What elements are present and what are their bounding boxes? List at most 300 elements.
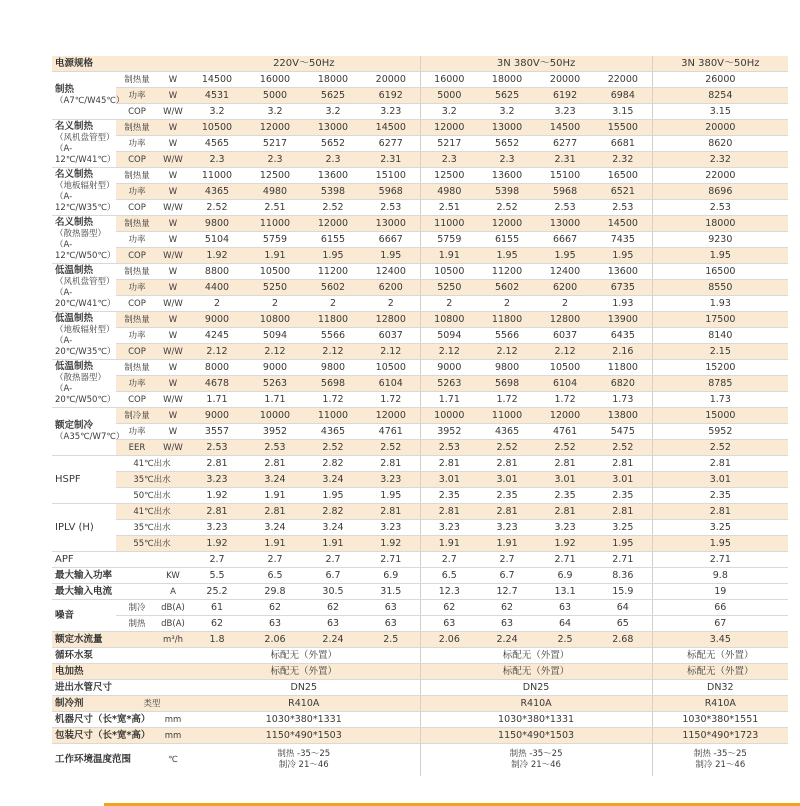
value-cell: 11800 [594,360,652,376]
section-condition: （A-12℃/W50℃） [55,240,116,261]
value-cell: 3.15 [652,104,788,120]
value-cell: 15200 [652,360,788,376]
value-cell: 16500 [594,168,652,184]
value-cell: 11200 [304,264,362,280]
metric-unit: W [158,120,188,136]
value-cell: 9.8 [652,568,788,584]
value-cell: 22000 [594,72,652,88]
env-heat-range: 制热 -35～25 [693,748,747,759]
group-value-cell: R410A [420,696,652,712]
header-label: 电源规格 [52,56,188,72]
value-cell: 8550 [652,280,788,296]
value-cell: 5566 [304,328,362,344]
value-cell: 2.53 [652,200,788,216]
value-cell: 2.24 [478,632,536,648]
max-current-unit: A [158,584,188,600]
section-label [52,168,116,216]
perf-row [52,264,788,280]
value-cell: 2.81 [246,456,304,472]
value-cell: 2.3 [478,152,536,168]
iplv-row [52,504,788,520]
value-cell: 62 [304,600,362,616]
noise-label: 噪音 [52,600,116,632]
value-cell: 3.24 [304,520,362,536]
value-cell: 6104 [536,376,594,392]
noise-unit: dB(A) [158,616,188,632]
group-value-cell: 标配无（外置） [652,664,788,680]
value-cell: 1.95 [652,248,788,264]
value-cell: 8696 [652,184,788,200]
value-cell: 3.23 [362,520,420,536]
value-cell: 3.01 [478,472,536,488]
outlet-temp-label: 35℃出水 [116,520,188,536]
metric-label: 制冷量 [116,408,158,424]
value-cell: 1.72 [362,392,420,408]
value-cell: 5602 [478,280,536,296]
value-cell: 1.92 [362,536,420,552]
value-cell: 2.52 [304,440,362,456]
value-cell: 2.32 [594,152,652,168]
value-cell: 2.52 [478,440,536,456]
env-range-label: 工作环境温度范围 [55,753,132,765]
value-cell: 10000 [246,408,304,424]
value-cell: 6155 [304,232,362,248]
value-cell: 64 [536,616,594,632]
value-cell: 2.5 [536,632,594,648]
value-cell: 2.53 [362,200,420,216]
value-cell: 4365 [188,184,246,200]
metric-unit: W [158,376,188,392]
value-cell: 1.91 [246,248,304,264]
value-cell: 2 [478,296,536,312]
metric-label: COP [116,344,158,360]
perf-row [52,200,788,216]
metric-label: EER [116,440,158,456]
value-cell: 2.81 [594,504,652,520]
value-cell: 2 [304,296,362,312]
group-value-cell: DN32 [652,680,788,696]
perf-row [52,344,788,360]
value-cell: 1.73 [594,392,652,408]
value-cell: 2.7 [188,552,246,568]
value-cell: 2.12 [362,344,420,360]
value-cell: 2.52 [536,440,594,456]
value-cell: 1.93 [594,296,652,312]
metric-label: COP [116,248,158,264]
value-cell: 18000 [478,72,536,88]
max-current-row [52,584,788,600]
value-cell: 4531 [188,88,246,104]
value-cell: 5698 [478,376,536,392]
value-cell: 30.5 [304,584,362,600]
value-cell: 3.23 [536,520,594,536]
value-cell: 5602 [304,280,362,296]
value-cell: 2.35 [594,488,652,504]
hspf-row [52,472,788,488]
value-cell: 5000 [246,88,304,104]
value-cell: 1.91 [420,248,478,264]
flow-row [52,632,788,648]
value-cell: 1.71 [188,392,246,408]
value-cell: 3.25 [594,520,652,536]
perf-row [52,232,788,248]
value-cell: 1.92 [188,248,246,264]
value-cell: 2.81 [246,504,304,520]
section-title: 名义制热 [55,217,94,228]
value-cell: 13900 [594,312,652,328]
value-cell: 16000 [246,72,304,88]
value-cell: 3.25 [652,520,788,536]
value-cell: 2.12 [536,344,594,360]
metric-label: COP [116,104,158,120]
pack-size-label: 包装尺寸（长*宽*高） [52,728,158,744]
metric-label: 制热量 [116,120,158,136]
value-cell: 14500 [362,120,420,136]
value-cell: 1.92 [188,536,246,552]
value-cell: 5217 [246,136,304,152]
hspf-row [52,488,788,504]
value-cell: 12000 [420,120,478,136]
value-cell: 4565 [188,136,246,152]
heater-label: 电加热 [52,664,188,680]
metric-unit: W [158,88,188,104]
value-cell: 3.45 [652,632,788,648]
value-cell: 6.7 [304,568,362,584]
value-cell: 3.23 [362,104,420,120]
env-heat-range: 制热 -35～25 [277,748,331,759]
max-power-row [52,568,788,584]
section-subtitle: （地板辐射型） [55,325,115,335]
value-cell: 6820 [594,376,652,392]
value-cell: 5475 [594,424,652,440]
value-cell: 2.81 [362,456,420,472]
env-range-cell [420,744,652,776]
value-cell: 8254 [652,88,788,104]
value-cell: 1.71 [246,392,304,408]
metric-unit: W [158,312,188,328]
value-cell: 6681 [594,136,652,152]
value-cell: 6735 [594,280,652,296]
value-cell: 5398 [478,184,536,200]
section-condition: （A-20℃/W50℃） [55,384,116,405]
value-cell: 22000 [652,168,788,184]
value-cell: 6200 [536,280,594,296]
perf-row [52,392,788,408]
value-cell: 1.91 [304,536,362,552]
metric-label: COP [116,296,158,312]
group-value-cell: 1150*490*1723 [652,728,788,744]
perf-row [52,72,788,88]
value-cell: 2.81 [536,504,594,520]
group-value-cell: R410A [652,696,788,712]
value-cell: 11000 [420,216,478,232]
value-cell: 12.3 [420,584,478,600]
value-cell: 1.95 [304,248,362,264]
value-cell: 3.2 [478,104,536,120]
value-cell: 2.68 [594,632,652,648]
value-cell: 25.2 [188,584,246,600]
section-condition: （A-20℃/W41℃） [55,288,116,309]
value-cell: 4400 [188,280,246,296]
value-cell: 2 [362,296,420,312]
value-cell: 1.95 [304,488,362,504]
value-cell: 12500 [420,168,478,184]
section-title: 额定制冷 [55,420,94,431]
value-cell: 6192 [362,88,420,104]
value-cell: 12400 [536,264,594,280]
value-cell: 10500 [362,360,420,376]
group-value-cell: 1030*380*1331 [420,712,652,728]
unit-size-unit: mm [158,712,188,728]
section-condition: （A35℃/W7℃） [55,432,125,442]
perf-row [52,296,788,312]
value-cell: 10500 [420,264,478,280]
env-range-unit: ℃ [168,754,178,765]
value-cell: 2.7 [246,552,304,568]
metric-unit: W [158,136,188,152]
unit-size-label: 机器尺寸（长*宽*高） [52,712,158,728]
value-cell: 5094 [420,328,478,344]
value-cell: 62 [478,600,536,616]
value-cell: 1.95 [652,536,788,552]
value-cell: 4980 [246,184,304,200]
metric-unit: W [158,216,188,232]
metric-unit: W/W [158,392,188,408]
value-cell: 3.2 [304,104,362,120]
value-cell: 2.15 [652,344,788,360]
metric-unit: W/W [158,200,188,216]
value-cell: 8785 [652,376,788,392]
section-title: 名义制热 [55,121,94,132]
value-cell: 2.52 [188,200,246,216]
value-cell: 5263 [246,376,304,392]
value-cell: 15100 [536,168,594,184]
value-cell: 15000 [652,408,788,424]
value-cell: 7435 [594,232,652,248]
value-cell: 63 [362,600,420,616]
value-cell: 9800 [478,360,536,376]
value-cell: 4678 [188,376,246,392]
value-cell: 1.72 [536,392,594,408]
value-cell: 11800 [304,312,362,328]
metric-unit: W/W [158,296,188,312]
value-cell: 1.92 [536,536,594,552]
value-cell: 2.52 [594,440,652,456]
value-cell: 5968 [536,184,594,200]
value-cell: 9230 [652,232,788,248]
value-cell: 2.81 [652,504,788,520]
value-cell: 13000 [478,120,536,136]
value-cell: 14500 [536,120,594,136]
value-cell: 2.24 [304,632,362,648]
value-cell: 13600 [478,168,536,184]
section-condition: （A7℃/W45℃） [55,96,125,106]
metric-unit: W [158,328,188,344]
value-cell: 2.35 [478,488,536,504]
metric-unit: W [158,424,188,440]
value-cell: 5625 [304,88,362,104]
value-cell: 6984 [594,88,652,104]
value-cell: 1.95 [594,536,652,552]
perf-row [52,168,788,184]
value-cell: 62 [188,616,246,632]
value-cell: 13600 [304,168,362,184]
value-cell: 11200 [478,264,536,280]
metric-unit: W/W [158,104,188,120]
value-cell: 4761 [362,424,420,440]
value-cell: 10800 [420,312,478,328]
value-cell: 2.53 [246,440,304,456]
value-cell: 2.35 [652,488,788,504]
value-cell: 2.81 [594,456,652,472]
group-value-cell: 标配无（外置） [420,648,652,664]
value-cell: 2.3 [304,152,362,168]
spec-table [52,56,788,776]
value-cell: 6521 [594,184,652,200]
metric-label: 制热量 [116,360,158,376]
section-subtitle: （散热器型） [55,229,107,239]
value-cell: 12800 [362,312,420,328]
group-value-cell: DN25 [188,680,420,696]
value-cell: 3.2 [420,104,478,120]
apf-label: APF [52,552,188,568]
value-cell: 63 [304,616,362,632]
value-cell: 2 [246,296,304,312]
value-cell: 11000 [246,216,304,232]
value-cell: 65 [594,616,652,632]
metric-label: 制热量 [116,168,158,184]
value-cell: 2.81 [652,456,788,472]
value-cell: 8000 [188,360,246,376]
section-condition: （A-12℃/W35℃） [55,192,116,213]
value-cell: 2.81 [362,504,420,520]
perf-row [52,424,788,440]
value-cell: 5.5 [188,568,246,584]
metric-unit: W/W [158,440,188,456]
value-cell: 2.51 [246,200,304,216]
value-cell: 3.01 [420,472,478,488]
perf-row [52,152,788,168]
section-title: 低温制热 [55,265,94,276]
value-cell: 18000 [304,72,362,88]
value-cell: 64 [594,600,652,616]
value-cell: 63 [246,616,304,632]
value-cell: 1.72 [304,392,362,408]
value-cell: 1.8 [188,632,246,648]
value-cell: 5952 [652,424,788,440]
value-cell: 2.71 [652,552,788,568]
metric-unit: W [158,360,188,376]
value-cell: 1.95 [362,248,420,264]
value-cell: 26000 [652,72,788,88]
value-cell: 66 [652,600,788,616]
group-value-cell: 标配无（外置） [420,664,652,680]
refrigerant-row [52,696,788,712]
value-cell: 1.95 [478,248,536,264]
value-cell: 8620 [652,136,788,152]
value-cell: 9000 [188,312,246,328]
section-condition: （A-12℃/W41℃） [55,144,116,165]
spec-body [52,56,788,776]
value-cell: 20000 [536,72,594,88]
metric-label: 功率 [116,232,158,248]
value-cell: 1.73 [652,392,788,408]
perf-row [52,104,788,120]
section-title: 制热 [55,84,75,95]
value-cell: 2.53 [420,440,478,456]
hspf-label: HSPF [52,456,116,504]
value-cell: 1.91 [420,536,478,552]
metric-label: COP [116,200,158,216]
value-cell: 9800 [304,360,362,376]
value-cell: 16500 [652,264,788,280]
env-cool-range: 制冷 21～46 [278,759,329,770]
value-cell: 6037 [362,328,420,344]
value-cell: 2.12 [246,344,304,360]
value-cell: 3.23 [188,520,246,536]
heater-row [52,664,788,680]
metric-label: 功率 [116,184,158,200]
value-cell: 2.81 [478,456,536,472]
value-cell: 2.52 [652,440,788,456]
value-cell: 12500 [246,168,304,184]
iplv-label: IPLV (H) [52,504,116,552]
pack-size-row [52,728,788,744]
value-cell: 3.24 [304,472,362,488]
value-cell: 5652 [478,136,536,152]
outlet-temp-label: 41℃出水 [116,456,188,472]
section-title: 名义制热 [55,169,94,180]
value-cell: 15500 [594,120,652,136]
pump-row [52,648,788,664]
value-cell: 1.95 [536,248,594,264]
value-cell: 6.5 [246,568,304,584]
metric-unit: W [158,232,188,248]
section-label [52,72,125,120]
value-cell: 2.52 [478,200,536,216]
metric-unit: W [158,264,188,280]
pipe-size-row [52,680,788,696]
value-cell: 19 [652,584,788,600]
refrigerant-label: 制冷剂 [52,696,116,712]
value-cell: 6.5 [420,568,478,584]
value-cell: 2.16 [594,344,652,360]
outlet-temp-label: 55℃出水 [116,536,188,552]
group-value-cell: 1030*380*1331 [188,712,420,728]
value-cell: 6.7 [478,568,536,584]
value-cell: 1.91 [246,536,304,552]
group-value-cell: DN25 [420,680,652,696]
value-cell: 10500 [536,360,594,376]
value-cell: 2.06 [246,632,304,648]
group-value-cell: 1030*380*1551 [652,712,788,728]
value-cell: 10500 [188,120,246,136]
value-cell: 6.9 [362,568,420,584]
metric-label: COP [116,392,158,408]
value-cell: 3.23 [478,520,536,536]
metric-unit: W [158,408,188,424]
metric-label: 功率 [116,376,158,392]
perf-row [52,376,788,392]
value-cell: 11000 [304,408,362,424]
metric-label: 功率 [116,280,158,296]
value-cell: 63 [420,616,478,632]
unit-size-row [52,712,788,728]
value-cell: 6667 [536,232,594,248]
env-range-row [52,744,788,776]
perf-row [52,216,788,232]
value-cell: 11000 [188,168,246,184]
